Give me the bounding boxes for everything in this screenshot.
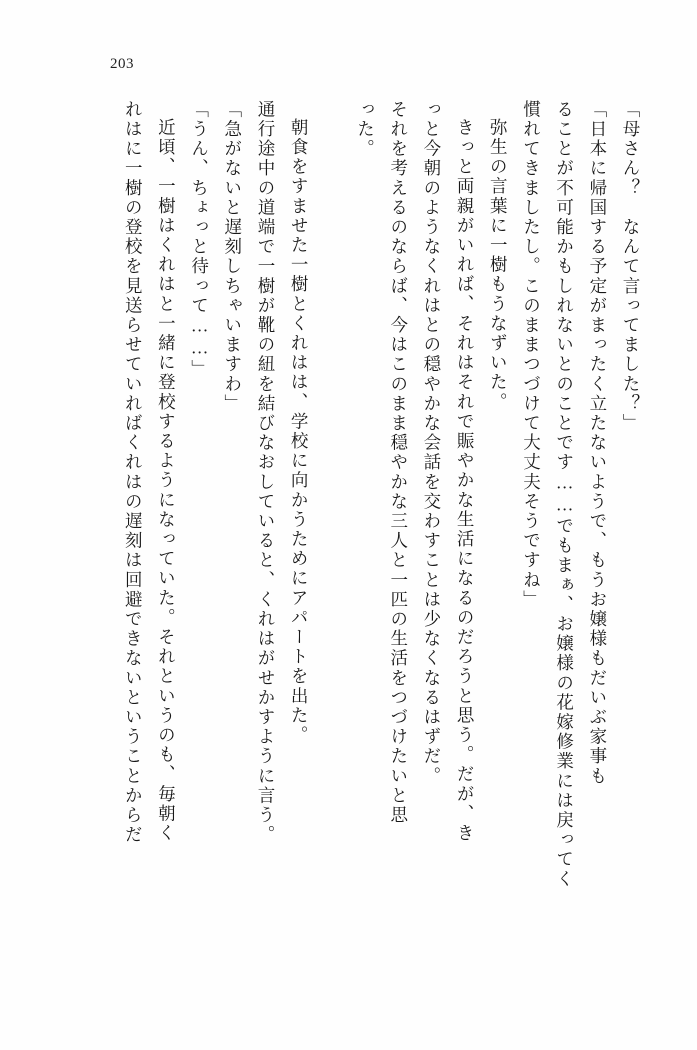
- text-line: 近頃、一樹はくれはと一緒に登校するようになっていた。それというのも、毎朝く: [156, 118, 177, 844]
- text-line: [307, 100, 340, 972]
- text-line: 「急がないと遅刻しちゃいますわ」: [222, 100, 243, 414]
- page-text-body: [60, 100, 639, 972]
- text-line: 「うん、ちょっと待って……」: [189, 100, 210, 380]
- text-line: 弥生の言葉に一樹もうなずいた。: [488, 118, 509, 412]
- text-line: 通行途中の道端で一樹が靴の紐を結びなおしていると、くれはがせかすように言う。: [255, 100, 276, 845]
- text-line: 「日本に帰国する予定がまったく立たないようで、もうお嬢様もだいぶ家事も: [587, 100, 608, 786]
- text-line: れはに一樹の登校を見送らせていればくれはの遅刻は回避できないということからだ: [123, 100, 144, 845]
- text-line: きっと両親がいれば、それはそれで賑やかな生活になるのだろうと思う。だが、き: [455, 118, 476, 844]
- text-line: 慣れてきましたし。このままつづけて大丈夫そうですね」: [521, 100, 542, 610]
- text-line: 朝食をすませた一樹とくれはは、学校に向かうためにアパートを出た。: [289, 118, 310, 746]
- page-number: 203: [110, 56, 134, 72]
- text-line: った。: [355, 100, 376, 159]
- text-line: ることが不可能かもしれないとのことです……でもまぁ、お嬢様の花嫁修業には戻ってく: [554, 100, 575, 889]
- text-line: 「母さん？ なんて言ってました？」: [621, 100, 641, 434]
- text-line: っと今朝のようなくれはとの穏やかな会話を交わすことは少なくなるはずだ。: [421, 100, 442, 786]
- text-line: それを考えるのならば、今はこのまま穏やかな三人と一匹の生活をつづけたいと思: [388, 100, 409, 826]
